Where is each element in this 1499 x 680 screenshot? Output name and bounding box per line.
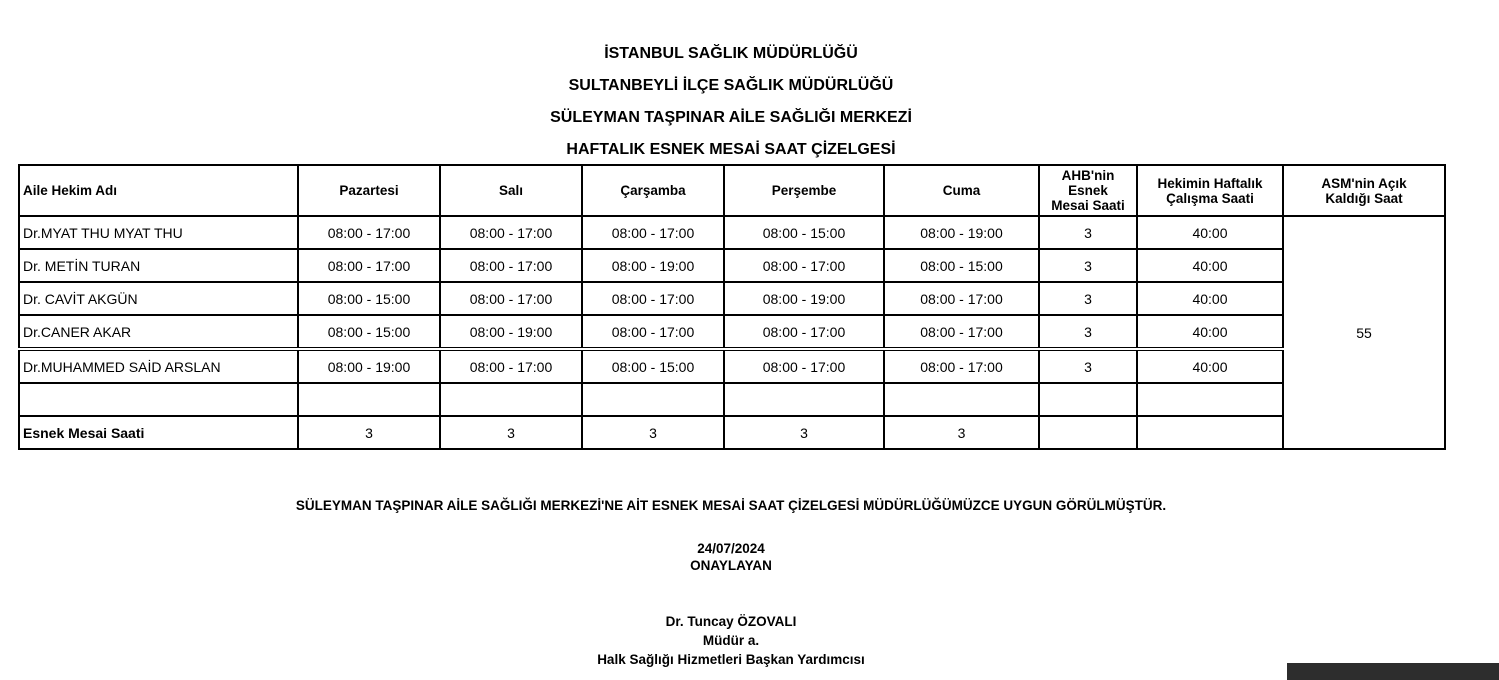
doctor-name: Dr.MUHAMMED SAİD ARSLAN (19, 349, 298, 383)
doctor-name: Dr.MYAT THU MYAT THU (19, 216, 298, 249)
column-header-wednesday: Çarşamba (582, 165, 724, 216)
column-header-tuesday: Salı (440, 165, 582, 216)
table-row (19, 315, 1445, 349)
wednesday-hours: 08:00 - 15:00 (582, 349, 724, 383)
heading-province-directorate: İSTANBUL SAĞLIK MÜDÜRLÜĞÜ (604, 45, 858, 62)
monday-hours: 08:00 - 15:00 (298, 282, 440, 315)
weekly-hours: 40:00 (1137, 216, 1283, 249)
thursday-hours: 08:00 - 17:00 (724, 249, 884, 282)
approval-date: 24/07/2024 (697, 541, 765, 556)
monday-hours: 08:00 - 19:00 (298, 349, 440, 383)
friday-hours: 08:00 - 17:00 (884, 315, 1039, 349)
thursday-hours: 08:00 - 17:00 (724, 349, 884, 383)
tuesday-hours: 08:00 - 17:00 (440, 216, 582, 249)
wednesday-hours: 08:00 - 17:00 (582, 216, 724, 249)
approval-date-block (0, 540, 1462, 574)
weekly-header-line2: Çalışma Saati (1166, 190, 1254, 206)
monday-hours: 08:00 - 17:00 (298, 216, 440, 249)
approval-statement: SÜLEYMAN TAŞPINAR AİLE SAĞLIĞI MERKEZİ'NE AİT ESNEK MESAİ SAAT ÇİZELGESİ MÜDÜRLÜĞÜMÜZCE UYGUN GÖRÜLMÜŞTÜR. (295, 498, 1167, 513)
signatory-name: Dr. Tuncay ÖZOVALI (665, 614, 797, 629)
column-header-monday: Pazartesi (298, 165, 440, 216)
tuesday-hours: 08:00 - 17:00 (440, 349, 582, 383)
open-header-line2: Kaldığı Saat (1325, 190, 1403, 206)
document-header (0, 44, 1462, 172)
doctor-name: Dr. METİN TURAN (19, 249, 298, 282)
tuesday-total: 3 (440, 416, 582, 449)
column-header-ahb-flex-hours (1039, 165, 1137, 216)
table-row-empty (19, 383, 1445, 416)
wednesday-hours: 08:00 - 17:00 (582, 315, 724, 349)
ahb-flex-hours: 3 (1039, 349, 1137, 383)
ahb-header-line2: Esnek (1068, 183, 1108, 198)
thursday-hours: 08:00 - 19:00 (724, 282, 884, 315)
empty-cell (298, 383, 440, 416)
monday-hours: 08:00 - 17:00 (298, 249, 440, 282)
heading-district-directorate: SULTANBEYLİ İLÇE SAĞLIK MÜDÜRLÜĞÜ (568, 77, 894, 94)
empty-cell (1137, 383, 1283, 416)
empty-cell (1039, 383, 1137, 416)
weekly-hours: 40:00 (1137, 249, 1283, 282)
column-header-open-hours (1283, 165, 1445, 216)
approved-by-label: ONAYLAYAN (690, 558, 772, 573)
empty-cell (582, 383, 724, 416)
thursday-hours: 08:00 - 17:00 (724, 315, 884, 349)
empty-cell (1039, 416, 1137, 449)
wednesday-hours: 08:00 - 17:00 (582, 282, 724, 315)
thursday-hours: 08:00 - 15:00 (724, 216, 884, 249)
table-row (19, 349, 1445, 383)
doctor-name: Dr. CAVİT AKGÜN (19, 282, 298, 315)
column-header-friday: Cuma (884, 165, 1039, 216)
weekly-hours: 40:00 (1137, 315, 1283, 349)
column-header-name: Aile Hekim Adı (19, 165, 298, 216)
friday-total: 3 (884, 416, 1039, 449)
weekly-header-line1: Hekimin Haftalık (1157, 175, 1263, 191)
doctor-name: Dr.CANER AKAR (19, 315, 298, 349)
weekly-hours: 40:00 (1137, 282, 1283, 315)
column-header-thursday: Perşembe (724, 165, 884, 216)
ahb-flex-hours: 3 (1039, 249, 1137, 282)
table-row (19, 216, 1445, 249)
open-hours-value: 55 (1283, 216, 1445, 449)
empty-cell (440, 383, 582, 416)
schedule-table (18, 164, 1446, 450)
heading-health-center: SÜLEYMAN TAŞPINAR AİLE SAĞLIĞI MERKEZİ (550, 109, 912, 126)
friday-hours: 08:00 - 17:00 (884, 349, 1039, 383)
thursday-total: 3 (724, 416, 884, 449)
column-header-weekly-hours (1137, 165, 1283, 216)
wednesday-total: 3 (582, 416, 724, 449)
open-header-line1: ASM'nin Açık (1321, 175, 1407, 191)
monday-hours: 08:00 - 15:00 (298, 315, 440, 349)
empty-cell (724, 383, 884, 416)
corner-bar (1287, 663, 1499, 680)
ahb-flex-hours: 3 (1039, 282, 1137, 315)
signatory-block (0, 612, 1462, 669)
tuesday-hours: 08:00 - 19:00 (440, 315, 582, 349)
signatory-position: Halk Sağlığı Hizmetleri Başkan Yardımcısı (597, 652, 865, 667)
ahb-flex-hours: 3 (1039, 216, 1137, 249)
tuesday-hours: 08:00 - 17:00 (440, 249, 582, 282)
wednesday-hours: 08:00 - 19:00 (582, 249, 724, 282)
totals-label: Esnek Mesai Saati (19, 416, 298, 449)
heading-schedule-title: HAFTALIK ESNEK MESAİ SAAT ÇİZELGESİ (566, 141, 896, 158)
ahb-flex-hours: 3 (1039, 315, 1137, 349)
ahb-header-line1: AHB'nin (1061, 168, 1115, 183)
empty-cell (19, 383, 298, 416)
empty-cell (1137, 416, 1283, 449)
monday-total: 3 (298, 416, 440, 449)
friday-hours: 08:00 - 19:00 (884, 216, 1039, 249)
friday-hours: 08:00 - 17:00 (884, 282, 1039, 315)
table-row (19, 282, 1445, 315)
friday-hours: 08:00 - 15:00 (884, 249, 1039, 282)
signatory-title: Müdür a. (702, 633, 760, 648)
table-header-row (19, 165, 1445, 216)
table-row (19, 249, 1445, 282)
table-totals-row (19, 416, 1445, 449)
empty-cell (884, 383, 1039, 416)
ahb-header-line3: Mesai Saati (1051, 198, 1125, 213)
tuesday-hours: 08:00 - 17:00 (440, 282, 582, 315)
weekly-hours: 40:00 (1137, 349, 1283, 383)
